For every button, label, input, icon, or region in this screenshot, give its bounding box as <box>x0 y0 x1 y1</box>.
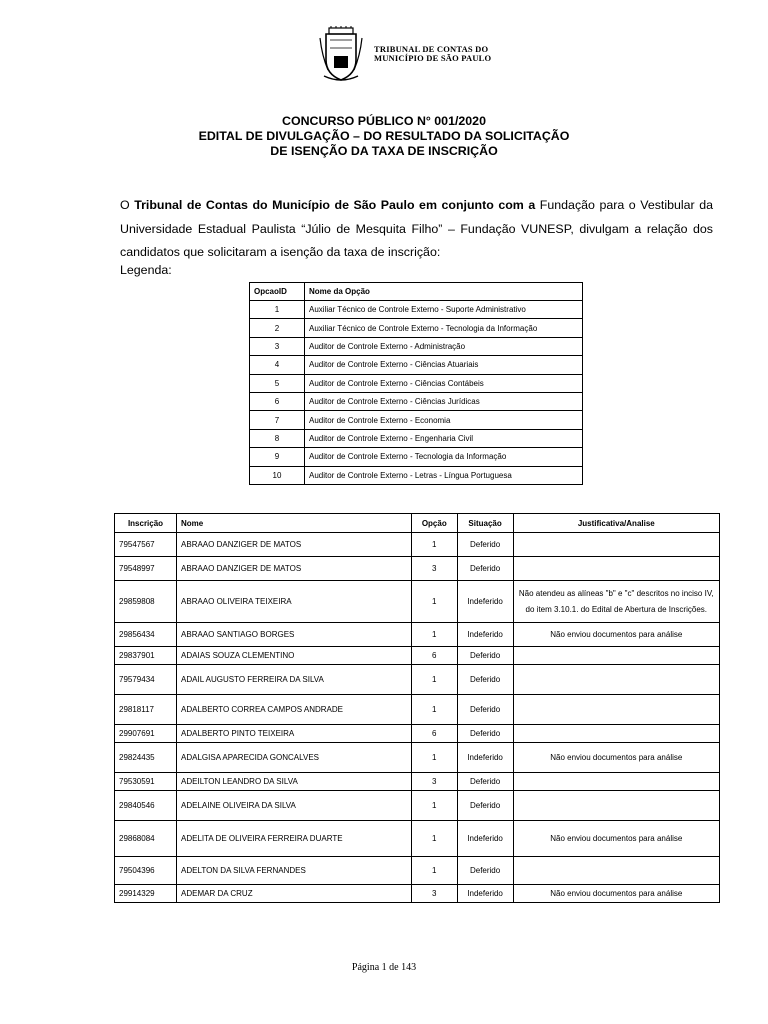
cell-inscricao: 29837901 <box>115 647 177 665</box>
header-opcao: Opção <box>411 514 457 533</box>
cell-nome: ADELTON DA SILVA FERNANDES <box>177 857 412 885</box>
legend-option-id: 3 <box>250 337 305 355</box>
cell-inscricao: 29907691 <box>115 725 177 743</box>
table-row <box>115 725 720 743</box>
cell-opcao: 1 <box>411 581 457 623</box>
legend-option-name: Auxiliar Técnico de Controle Externo - Tecnologia da Informação <box>305 319 583 337</box>
intro-part-3: Fundação para o Vestibular da Universidade Estadual Paulista “Júlio de Mesquita Filho” – Fundação VUNESP, divulgam a relação dos candidatos que solicitaram a isenção da taxa de inscrição: <box>120 198 713 259</box>
legend-table <box>249 282 583 485</box>
cell-opcao: 6 <box>411 647 457 665</box>
cell-opcao: 1 <box>411 665 457 695</box>
legend-row <box>250 301 583 319</box>
legend-option-id: 6 <box>250 392 305 410</box>
cell-justificativa <box>513 791 719 821</box>
cell-opcao: 1 <box>411 623 457 647</box>
intro-paragraph <box>120 194 713 265</box>
cell-situacao: Deferido <box>457 857 513 885</box>
table-row <box>115 857 720 885</box>
cell-inscricao: 29914329 <box>115 885 177 903</box>
page-number: Página 1 de 143 <box>351 962 417 973</box>
cell-nome: ABRAAO DANZIGER DE MATOS <box>177 533 412 557</box>
cell-opcao: 6 <box>411 725 457 743</box>
table-row <box>115 557 720 581</box>
cell-justificativa <box>513 647 719 665</box>
intro-part-1: O <box>120 198 135 212</box>
cell-opcao: 3 <box>411 773 457 791</box>
legend-label: Legenda: <box>120 263 172 277</box>
cell-nome: ADEILTON LEANDRO DA SILVA <box>177 773 412 791</box>
table-row <box>115 647 720 665</box>
cell-opcao: 1 <box>411 533 457 557</box>
document-title <box>0 114 768 159</box>
legend-row <box>250 429 583 447</box>
legend-option-name: Auxiliar Técnico de Controle Externo - Suporte Administrativo <box>305 301 583 319</box>
cell-inscricao: 79530591 <box>115 773 177 791</box>
cell-nome: ADELAINE OLIVEIRA DA SILVA <box>177 791 412 821</box>
cell-justificativa: Não enviou documentos para análise <box>513 743 719 773</box>
cell-situacao: Indeferido <box>457 743 513 773</box>
header-inscricao: Inscrição <box>115 514 177 533</box>
legend-option-name: Auditor de Controle Externo - Administração <box>305 337 583 355</box>
cell-inscricao: 79548997 <box>115 557 177 581</box>
coat-of-arms-icon <box>318 26 364 82</box>
legend-row <box>250 411 583 429</box>
letterhead <box>318 26 491 82</box>
legend-option-name: Auditor de Controle Externo - Ciências Jurídicas <box>305 392 583 410</box>
cell-inscricao: 29868084 <box>115 821 177 857</box>
cell-situacao: Indeferido <box>457 581 513 623</box>
legend-row <box>250 356 583 374</box>
cell-opcao: 3 <box>411 557 457 581</box>
cell-nome: ABRAAO SANTIAGO BORGES <box>177 623 412 647</box>
cell-justificativa <box>513 725 719 743</box>
results-table <box>114 513 720 903</box>
legend-option-id: 8 <box>250 429 305 447</box>
legend-row <box>250 337 583 355</box>
cell-inscricao: 29840546 <box>115 791 177 821</box>
organization-name <box>374 45 491 63</box>
cell-nome: ADALBERTO PINTO TEIXEIRA <box>177 725 412 743</box>
table-row <box>115 743 720 773</box>
cell-nome: ABRAAO OLIVEIRA TEIXEIRA <box>177 581 412 623</box>
cell-justificativa: Não enviou documentos para análise <box>513 885 719 903</box>
table-row <box>115 533 720 557</box>
cell-nome: ADALGISA APARECIDA GONCALVES <box>177 743 412 773</box>
table-row <box>115 773 720 791</box>
cell-opcao: 1 <box>411 821 457 857</box>
legend-option-id: 5 <box>250 374 305 392</box>
table-row <box>115 623 720 647</box>
cell-inscricao: 79547567 <box>115 533 177 557</box>
legend-option-id: 7 <box>250 411 305 429</box>
cell-situacao: Deferido <box>457 773 513 791</box>
header-situacao: Situação <box>457 514 513 533</box>
cell-justificativa <box>513 557 719 581</box>
cell-inscricao: 79504396 <box>115 857 177 885</box>
legend-header-id: OpcaoID <box>250 283 305 301</box>
cell-justificativa <box>513 695 719 725</box>
cell-inscricao: 29818117 <box>115 695 177 725</box>
legend-row <box>250 319 583 337</box>
legend-option-id: 9 <box>250 448 305 466</box>
org-line-1: TRIBUNAL DE CONTAS DO <box>374 44 489 54</box>
cell-justificativa <box>513 773 719 791</box>
cell-nome: ADELITA DE OLIVEIRA FERREIRA DUARTE <box>177 821 412 857</box>
cell-nome: ADAIAS SOUZA CLEMENTINO <box>177 647 412 665</box>
table-row <box>115 581 720 623</box>
cell-opcao: 1 <box>411 857 457 885</box>
legend-option-id: 10 <box>250 466 305 484</box>
cell-situacao: Deferido <box>457 665 513 695</box>
legend-header-row <box>250 283 583 301</box>
cell-opcao: 1 <box>411 695 457 725</box>
cell-situacao: Deferido <box>457 533 513 557</box>
cell-situacao: Deferido <box>457 557 513 581</box>
table-row <box>115 695 720 725</box>
cell-nome: ABRAAO DANZIGER DE MATOS <box>177 557 412 581</box>
cell-nome: ADALBERTO CORREA CAMPOS ANDRADE <box>177 695 412 725</box>
results-header-row <box>115 514 720 533</box>
cell-situacao: Deferido <box>457 647 513 665</box>
legend-option-name: Auditor de Controle Externo - Tecnologia da Informação <box>305 448 583 466</box>
cell-justificativa: Não atendeu as alíneas "b" e "c" descritos no inciso IV, do item 3.10.1. do Edital de Abertura de Inscrições. <box>513 581 719 623</box>
cell-situacao: Deferido <box>457 791 513 821</box>
header-nome: Nome <box>177 514 412 533</box>
title-line-3: DE ISENÇÃO DA TAXA DE INSCRIÇÃO <box>270 144 498 158</box>
cell-inscricao: 29859808 <box>115 581 177 623</box>
cell-nome: ADAIL AUGUSTO FERREIRA DA SILVA <box>177 665 412 695</box>
cell-justificativa <box>513 857 719 885</box>
cell-situacao: Deferido <box>457 725 513 743</box>
title-line-2: EDITAL DE DIVULGAÇÃO – DO RESULTADO DA SOLICITAÇÃO <box>198 129 570 143</box>
legend-header-name: Nome da Opção <box>305 283 583 301</box>
intro-part-2: Tribunal de Contas do Município de São Paulo em conjunto com a <box>134 198 536 212</box>
cell-justificativa <box>513 533 719 557</box>
legend-option-name: Auditor de Controle Externo - Ciências Atuariais <box>305 356 583 374</box>
cell-justificativa: Não enviou documentos para análise <box>513 623 719 647</box>
cell-opcao: 1 <box>411 791 457 821</box>
cell-justificativa: Não enviou documentos para análise <box>513 821 719 857</box>
legend-row <box>250 392 583 410</box>
legend-row <box>250 466 583 484</box>
cell-situacao: Indeferido <box>457 623 513 647</box>
legend-row <box>250 374 583 392</box>
cell-situacao: Deferido <box>457 695 513 725</box>
cell-justificativa <box>513 665 719 695</box>
org-line-2: MUNICÍPIO DE SÃO PAULO <box>374 53 492 63</box>
legend-option-id: 1 <box>250 301 305 319</box>
table-row <box>115 665 720 695</box>
cell-situacao: Indeferido <box>457 885 513 903</box>
cell-nome: ADEMAR DA CRUZ <box>177 885 412 903</box>
cell-opcao: 1 <box>411 743 457 773</box>
cell-situacao: Indeferido <box>457 821 513 857</box>
table-row <box>115 821 720 857</box>
legend-option-name: Auditor de Controle Externo - Ciências Contábeis <box>305 374 583 392</box>
table-row <box>115 791 720 821</box>
legend-row <box>250 448 583 466</box>
cell-inscricao: 29824435 <box>115 743 177 773</box>
legend-option-name: Auditor de Controle Externo - Engenharia Civil <box>305 429 583 447</box>
table-row <box>115 885 720 903</box>
legend-option-id: 2 <box>250 319 305 337</box>
cell-opcao: 3 <box>411 885 457 903</box>
header-justificativa: Justificativa/Analise <box>513 514 719 533</box>
cell-inscricao: 79579434 <box>115 665 177 695</box>
cell-inscricao: 29856434 <box>115 623 177 647</box>
legend-option-name: Auditor de Controle Externo - Letras - Língua Portuguesa <box>305 466 583 484</box>
legend-option-name: Auditor de Controle Externo - Economia <box>305 411 583 429</box>
legend-option-id: 4 <box>250 356 305 374</box>
title-line-1: CONCURSO PÚBLICO N° 001/2020 <box>282 114 486 128</box>
